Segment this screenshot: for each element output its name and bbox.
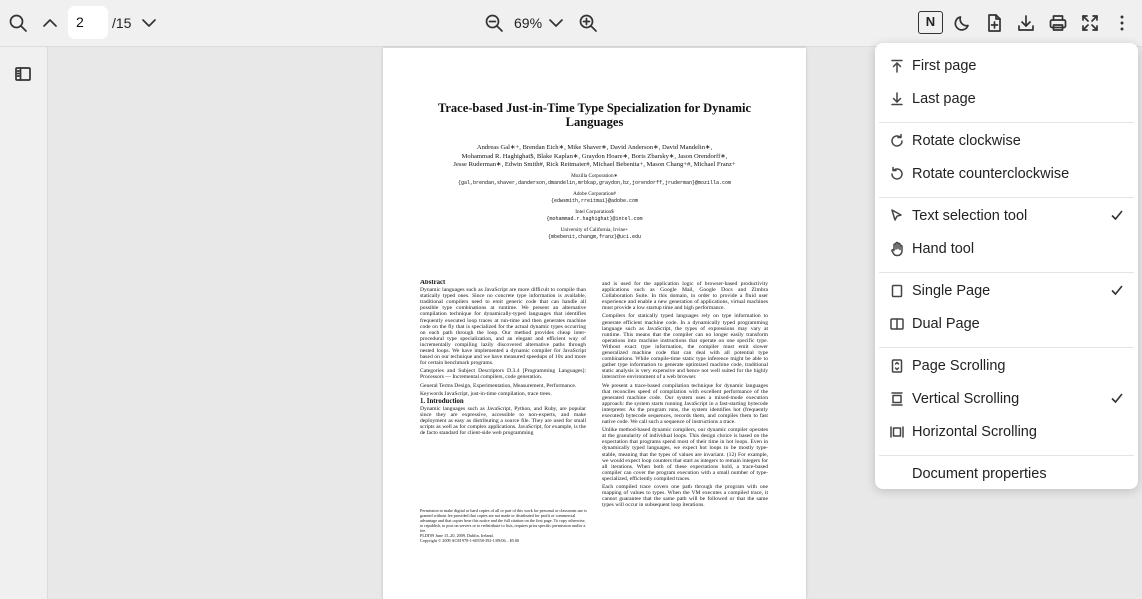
menu-separator — [879, 197, 1134, 198]
page-count: /15 — [112, 15, 132, 31]
paragraph: Compilers for statically typed languages rely on type information to generate efficient machine code. In a dynamically typed programming language such as JavaScript, the types of expressions may vary at runtime. This means that the compiler can no longer easily transform operations into machine instructions that operate on one specific type. Without exact type information, the compiler must emit slower generalized machine code that can deal with all potential type combinations. While compile-time static type inference might be able to gather type information to generate optimized machine code, traditional static analysis is very expensive and hence not well suited for the highly interactive environment of a web browser. — [602, 313, 768, 381]
toolbar — [0, 0, 1142, 47]
paper-title: Trace-based Just-in-Time Type Specialization for Dynamic Languages — [437, 101, 752, 129]
rotate-clockwise-icon — [875, 133, 912, 149]
menu-item-label: Horizontal Scrolling — [912, 424, 1037, 440]
rotate-counterclockwise-icon — [875, 166, 912, 182]
menu-item-label: Last page — [912, 91, 976, 107]
menu-item-label: Rotate counterclockwise — [912, 166, 1070, 182]
general-terms-text: General Terms Design, Experimentation, Measurement, Performance. — [420, 382, 577, 389]
affiliation-email: {gal,brendan,shaver,danderson,dmandelin,mrbkap,graydon,bz,jorendorff,jruderman}@mozilla.com — [457, 180, 732, 186]
affiliation-email: {edwsmith,rreitmai}@adobe.com — [550, 198, 638, 204]
dual-page-icon — [875, 316, 912, 332]
zoom-dropdown-chevron-icon[interactable] — [543, 10, 569, 36]
affiliation-name: University of California, Irvine+ — [560, 227, 629, 233]
last-page-icon — [875, 91, 912, 107]
paragraph: Each compiled trace covers one path through the program with one mapping of values to types. When the VM executes a compiled trace, it cannot guarantee that the same path will be followed or that the same types will occur in subsequent loop iterations. — [602, 484, 768, 509]
fullscreen-icon[interactable] — [1077, 10, 1103, 36]
sidebar-toggle-icon[interactable] — [10, 61, 36, 87]
menu-item-label: Page Scrolling — [912, 358, 1006, 374]
document-page — [383, 48, 806, 599]
author-line: Jesse Ruderman∗, Edwin Smith#, Rick Reitmaier#, Michael Bebenita+, Mason Chang+#, Michael Franz+ — [453, 161, 736, 168]
zoom-out-icon[interactable] — [481, 10, 507, 36]
sidebar — [0, 47, 48, 599]
check-icon — [1110, 208, 1124, 226]
first-page-icon — [875, 58, 912, 74]
menu-item-label: Document properties — [912, 466, 1047, 482]
menu-item-single-page[interactable] — [875, 277, 1138, 305]
menu-item-label: First page — [912, 58, 977, 74]
single-page-icon — [875, 283, 912, 299]
affiliation — [413, 209, 776, 223]
menu-item-label: Text selection tool — [912, 208, 1028, 224]
menu-item-label: Vertical Scrolling — [912, 391, 1020, 407]
menu-item-text-selection-tool[interactable] — [875, 202, 1138, 230]
categories-text: Categories and Subject Descriptors D.3.4 [Programming Languages]: Processors — Incremental compilers, code generation. — [420, 368, 586, 381]
affiliation — [413, 191, 776, 205]
affiliation-name: Mozilla Corporation∗ — [571, 173, 618, 179]
abstract-heading: Abstract — [420, 280, 446, 286]
menu-item-first-page[interactable] — [875, 52, 1138, 80]
footnote-line: Copyright © 2009 ACM 978-1-60558-392-1/09/06... $5.00 — [420, 538, 520, 543]
night-mode-icon[interactable]: N — [918, 11, 943, 34]
menu-separator — [879, 455, 1134, 456]
abstract-text: Dynamic languages such as JavaScript are more difficult to compile than statically typed ones. Since no concrete type information is available, traditional compilers need to emit generic code that can handle all possible type combinations at runtime. We present an alternative compilation technique for dynamically-typed languages that identifies frequently executed loop traces at run-time and then generates machine code on the fly that is specialized for the actual dynamic types occurring on each path through the loop. Our method provides cheap inter-procedural type specialization, and an elegant and efficient way of incrementally compiling lazily discovered alternative paths through nested loops. We have implemented a dynamic compiler for JavaScript based on our technique and we have measured speedups of 10x and more for certain benchmark programs. — [420, 287, 586, 367]
more-options-icon[interactable] — [1109, 10, 1135, 36]
zoom-in-icon[interactable] — [575, 10, 601, 36]
affiliation-email: {mohammad.r.haghighat}@intel.com — [546, 216, 643, 222]
intro-heading: 1. Introduction — [420, 397, 464, 405]
menu-item-horizontal-scrolling[interactable] — [875, 418, 1138, 446]
footnote-line: PLDI'09 June 15–20, 2009, Dublin, Ireland. — [420, 533, 494, 538]
text-cursor-icon — [875, 208, 912, 224]
chevron-down-icon[interactable] — [136, 10, 162, 36]
affiliation-name: Adobe Corporation# — [573, 191, 616, 197]
left-column — [420, 280, 586, 506]
affiliation — [413, 227, 776, 241]
menu-item-hand-tool[interactable] — [875, 235, 1138, 263]
menu-item-dual-page[interactable] — [875, 310, 1138, 338]
keywords-text: Keywords JavaScript, just-in-time compilation, trace trees. — [420, 390, 552, 397]
paragraph: and is used for the application logic of browser-based productivity applications such as Google Mail, Google Docs and Zimbra Collaboration Suite. In this domain, in order to provide a fluid user experience and enable a new generation of applications, virtual machines must provide a low startup time and high performance. — [602, 281, 768, 312]
footnote-line: Permission to make digital or hard copies of all or part of this work for personal or classroom use is granted without fee provided that copies are not made or distributed for profit or commercial advantage and that copies bear this notice and the full citation on the first page. To copy otherwise, to republish, to post on servers or to redistribute to lists, requires prior specific permission and/or a fee. — [420, 508, 587, 533]
paragraph: We present a trace-based compilation technique for dynamic languages that reconciles speed of compilation with excellent performance of the generated machine code. Our system uses a mixed-mode execution approach: the system starts running JavaScript in a fast-starting bytecode interpreter. As the program runs, the system identifies hot (frequently executed) bytecode sequences, records them, and compiles them to fast native code. We call such a sequence of instructions a trace. — [602, 382, 768, 426]
copyright-footnote — [420, 508, 588, 543]
author-line: Andreas Gal∗+, Brendan Eich∗, Mike Shaver∗, David Anderson∗, David Mandelin∗, — [476, 144, 713, 151]
paragraph: Unlike method-based dynamic compilers, our dynamic compiler operates at the granularity of individual loops. This design choice is based on the expectation that programs spend most of their time in hot loops. Even in dynamically typed languages, we expect hot loops to be mostly type-stable, meaning that the types of values are invariant. (12) For example, we would expect loop counters that start as integers to remain integers for all iterations. When both of these expectations hold, a trace-based compiler can cover the program execution with a small number of type-specialized, efficiently compiled traces. — [602, 427, 768, 482]
menu-item-label: Dual Page — [912, 316, 980, 332]
add-file-icon[interactable] — [981, 10, 1007, 36]
affiliation-email: {mbebenit,changm,franz}@uci.edu — [547, 234, 641, 240]
intro-text: Dynamic languages such as JavaScript, Python, and Ruby, are popular since they are expressive, accessible to non-experts, and make deployment as easy as distributing a source file. They are used for small scripts as well as for complex applications. JavaScript, for example, is the de facto standard for client-side web programming — [420, 405, 586, 437]
menu-item-label: Hand tool — [912, 241, 975, 257]
author-line: Mohammad R. Haghighat$, Blake Kaplan∗, Graydon Hoare∗, Boris Zbarsky∗, Jason Orendorff∗, — [461, 152, 728, 160]
vertical-scrolling-icon — [875, 391, 912, 407]
menu-separator — [879, 122, 1134, 123]
paper-authors — [413, 144, 776, 170]
chevron-up-icon[interactable] — [37, 10, 63, 36]
check-icon — [1110, 283, 1124, 301]
document-options-menu — [875, 43, 1138, 489]
menu-item-label: Single Page — [912, 283, 991, 299]
horizontal-scrolling-icon — [875, 424, 912, 440]
page-number-input[interactable]: 2 — [68, 6, 108, 39]
page-scrolling-icon — [875, 358, 912, 374]
print-icon[interactable] — [1045, 10, 1071, 36]
menu-item-vertical-scrolling[interactable] — [875, 385, 1138, 413]
menu-item-document-properties[interactable] — [875, 460, 1138, 488]
download-icon[interactable] — [1013, 10, 1039, 36]
zoom-level[interactable]: 69% — [514, 15, 543, 31]
dark-mode-icon[interactable] — [950, 10, 976, 36]
affiliation — [413, 173, 776, 187]
check-icon — [1110, 391, 1124, 409]
search-icon[interactable] — [5, 10, 31, 36]
menu-item-label: Rotate clockwise — [912, 133, 1021, 149]
menu-item-last-page[interactable] — [875, 85, 1138, 113]
menu-item-rotate-counterclockwise[interactable] — [875, 160, 1138, 188]
hand-icon — [875, 241, 912, 257]
menu-item-page-scrolling[interactable] — [875, 352, 1138, 380]
affiliation-name: Intel Corporation$ — [575, 209, 614, 215]
menu-separator — [879, 272, 1134, 273]
menu-separator — [879, 347, 1134, 348]
right-column — [602, 281, 768, 551]
menu-item-rotate-clockwise[interactable] — [875, 127, 1138, 155]
